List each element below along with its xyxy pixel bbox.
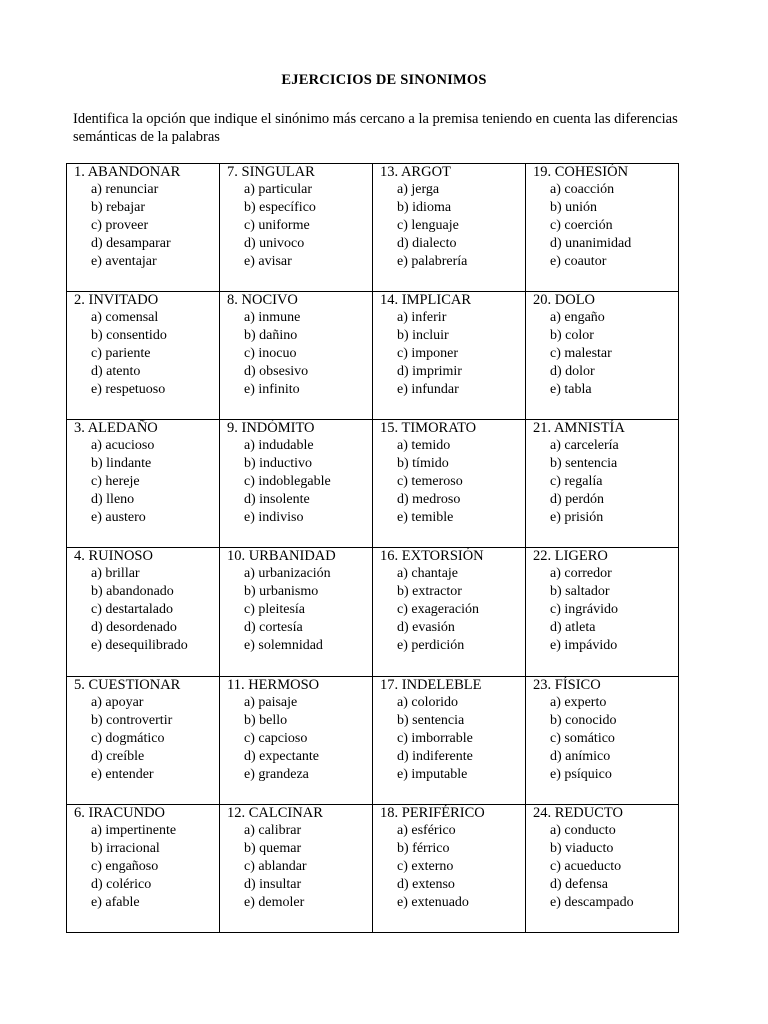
exercise-cell bbox=[220, 804, 373, 932]
answer-option: e) infundar bbox=[397, 382, 459, 398]
answer-option: d) obsesivo bbox=[244, 364, 309, 380]
answer-option: a) colorido bbox=[397, 694, 459, 710]
answer-option: a) particular bbox=[244, 182, 313, 197]
answer-option: d) evasión bbox=[397, 620, 455, 636]
exercise-word: 15. TIMORATO bbox=[380, 420, 477, 437]
answer-option: a) comensal bbox=[91, 310, 159, 326]
answer-option: b) dañino bbox=[244, 328, 298, 344]
exercise-cell bbox=[67, 676, 220, 804]
exercise-cell bbox=[526, 292, 679, 420]
answer-option: a) urbanización bbox=[244, 566, 331, 582]
exercise-cell bbox=[67, 164, 220, 292]
answer-option: d) desordenado bbox=[91, 620, 177, 636]
answer-option: a) calibrar bbox=[244, 822, 302, 838]
answer-option: c) externo bbox=[397, 858, 454, 874]
exercise-word: 6. IRACUNDO bbox=[74, 804, 166, 821]
answer-option: c) coerción bbox=[550, 218, 613, 233]
exercise-cell bbox=[220, 548, 373, 676]
answer-option: a) temido bbox=[397, 438, 451, 454]
answer-option: d) unanimidad bbox=[550, 236, 632, 251]
answer-option: c) destartalado bbox=[91, 602, 174, 618]
answer-option: c) ingrávido bbox=[550, 602, 619, 618]
answer-option: e) respetuoso bbox=[91, 382, 166, 398]
exercise-cell bbox=[67, 804, 220, 932]
answer-option: b) unión bbox=[550, 200, 598, 215]
answer-option: b) controvertir bbox=[91, 712, 173, 728]
answer-option: c) capcioso bbox=[244, 730, 308, 746]
answer-option: e) afable bbox=[91, 894, 140, 910]
answer-option: c) imponer bbox=[397, 346, 459, 362]
answer-option: e) temible bbox=[397, 510, 454, 526]
exercise-grid bbox=[66, 163, 679, 933]
answer-option: d) imprimir bbox=[397, 364, 462, 380]
answer-option: a) coacción bbox=[550, 182, 615, 197]
grid-row bbox=[67, 548, 679, 676]
exercise-word: 9. INDÓMITO bbox=[227, 420, 315, 437]
answer-option: c) imborrable bbox=[397, 730, 473, 746]
answer-option: a) esférico bbox=[397, 822, 456, 838]
answer-option: c) exageración bbox=[397, 602, 479, 618]
answer-option: c) engañoso bbox=[91, 858, 159, 874]
answer-option: c) hereje bbox=[91, 474, 140, 490]
answer-option: e) infinito bbox=[244, 382, 300, 398]
answer-option: e) impávido bbox=[550, 638, 618, 654]
exercise-cell bbox=[373, 804, 526, 932]
answer-option: b) saltador bbox=[550, 584, 610, 600]
answer-option: e) prisión bbox=[550, 510, 604, 526]
answer-option: c) uniforme bbox=[244, 218, 310, 233]
answer-option: e) coautor bbox=[550, 254, 607, 269]
answer-option: c) pleitesía bbox=[244, 602, 306, 618]
answer-option: b) rebajar bbox=[91, 200, 146, 215]
answer-option: d) perdón bbox=[550, 492, 605, 508]
answer-option: a) engaño bbox=[550, 310, 605, 326]
exercise-word: 2. INVITADO bbox=[74, 292, 159, 309]
exercise-cell bbox=[220, 676, 373, 804]
exercise-word: 17. INDELEBLE bbox=[380, 676, 482, 693]
answer-option: b) incluir bbox=[397, 328, 449, 344]
answer-option: c) regalía bbox=[550, 474, 603, 490]
answer-option: d) atento bbox=[91, 364, 141, 380]
exercise-word: 4. RUINOSO bbox=[74, 548, 153, 565]
exercise-cell bbox=[67, 548, 220, 676]
answer-option: d) insolente bbox=[244, 492, 310, 508]
answer-option: e) perdición bbox=[397, 638, 465, 654]
answer-option: a) carcelería bbox=[550, 438, 619, 454]
answer-option: a) renunciar bbox=[91, 182, 159, 197]
exercise-word: 19. COHESIÓN bbox=[533, 164, 629, 180]
exercise-cell bbox=[220, 420, 373, 548]
exercise-word: 8. NOCIVO bbox=[227, 292, 298, 309]
answer-option: e) demoler bbox=[244, 894, 305, 910]
answer-option: b) específico bbox=[244, 200, 316, 215]
answer-option: c) temeroso bbox=[397, 474, 463, 490]
exercise-word: 10. URBANIDAD bbox=[227, 548, 336, 565]
grid-row bbox=[67, 164, 679, 292]
exercise-cell bbox=[220, 164, 373, 292]
answer-option: e) aventajar bbox=[91, 254, 157, 269]
answer-option: c) inocuo bbox=[244, 346, 297, 362]
answer-option: d) expectante bbox=[244, 748, 320, 764]
answer-option: d) univoco bbox=[244, 236, 305, 251]
exercise-cell bbox=[373, 164, 526, 292]
answer-option: e) imputable bbox=[397, 766, 468, 782]
answer-option: d) anímico bbox=[550, 748, 611, 764]
grid-row bbox=[67, 676, 679, 804]
exercise-word: 1. ABANDONAR bbox=[74, 164, 181, 180]
answer-option: d) lleno bbox=[91, 492, 135, 508]
answer-option: c) pariente bbox=[91, 346, 151, 362]
answer-option: b) inductivo bbox=[244, 456, 313, 472]
exercise-word: 13. ARGOT bbox=[380, 164, 451, 180]
answer-option: d) cortesía bbox=[244, 620, 303, 636]
answer-option: b) tímido bbox=[397, 456, 449, 472]
answer-option: c) somático bbox=[550, 730, 615, 746]
grid-row bbox=[67, 804, 679, 932]
answer-option: a) apoyar bbox=[91, 694, 144, 710]
answer-option: e) indiviso bbox=[244, 510, 304, 526]
answer-option: b) sentencia bbox=[397, 712, 465, 728]
answer-option: e) extenuado bbox=[397, 894, 469, 910]
exercise-cell bbox=[526, 548, 679, 676]
answer-option: a) inmune bbox=[244, 310, 301, 326]
answer-option: e) avisar bbox=[244, 254, 292, 269]
exercise-cell bbox=[526, 164, 679, 292]
answer-option: a) impertinente bbox=[91, 822, 177, 838]
answer-option: d) creíble bbox=[91, 748, 145, 764]
answer-option: e) psíquico bbox=[550, 766, 612, 782]
exercise-cell bbox=[67, 292, 220, 420]
answer-option: a) inferir bbox=[397, 310, 447, 326]
answer-option: e) desequilibrado bbox=[91, 638, 188, 654]
exercise-cell bbox=[373, 292, 526, 420]
exercise-cell bbox=[220, 292, 373, 420]
answer-option: e) tabla bbox=[550, 382, 592, 398]
exercise-word: 11. HERMOSO bbox=[227, 676, 320, 693]
answer-option: a) corredor bbox=[550, 566, 612, 582]
answer-option: b) férrico bbox=[397, 840, 450, 856]
answer-option: b) bello bbox=[244, 712, 288, 728]
answer-option: e) palabrería bbox=[397, 254, 468, 269]
answer-option: b) idioma bbox=[397, 200, 452, 215]
exercise-cell bbox=[373, 676, 526, 804]
answer-option: b) lindante bbox=[91, 456, 152, 472]
answer-option: c) proveer bbox=[91, 218, 149, 233]
answer-option: b) conocido bbox=[550, 712, 617, 728]
answer-option: a) indudable bbox=[244, 438, 314, 454]
exercise-word: 14. IMPLICAR bbox=[380, 292, 472, 309]
answer-option: d) dolor bbox=[550, 364, 595, 380]
answer-option: a) jerga bbox=[397, 182, 440, 197]
exercise-cell bbox=[373, 420, 526, 548]
exercise-word: 3. ALEDAÑO bbox=[74, 420, 158, 437]
answer-option: d) desamparar bbox=[91, 236, 171, 251]
answer-option: b) color bbox=[550, 328, 594, 344]
grid-row bbox=[67, 420, 679, 548]
exercise-cell bbox=[526, 804, 679, 932]
exercise-cell bbox=[526, 676, 679, 804]
answer-option: b) urbanismo bbox=[244, 584, 319, 600]
answer-option: d) colérico bbox=[91, 876, 152, 892]
answer-option: d) dialecto bbox=[397, 236, 457, 251]
answer-option: b) abandonado bbox=[91, 584, 174, 600]
exercise-word: 16. EXTORSIÓN bbox=[380, 548, 484, 565]
instructions-text: Identifica la opción que indique el sinónimo más cercano a la premisa teniendo en cuenta las diferencias semánticas de la palabras bbox=[73, 111, 678, 145]
exercise-cell bbox=[67, 420, 220, 548]
page-title: EJERCICIOS DE SINONIMOS bbox=[281, 72, 487, 88]
answer-option: b) extractor bbox=[397, 584, 462, 600]
answer-option: a) experto bbox=[550, 694, 607, 710]
answer-option: e) entender bbox=[91, 766, 154, 782]
answer-option: d) insultar bbox=[244, 876, 302, 892]
exercise-word: 12. CALCINAR bbox=[227, 804, 323, 821]
answer-option: e) austero bbox=[91, 510, 146, 526]
exercise-word: 18. PERIFÉRICO bbox=[380, 804, 485, 821]
answer-option: e) descampado bbox=[550, 894, 634, 910]
answer-option: b) quemar bbox=[244, 840, 302, 856]
answer-option: b) viaducto bbox=[550, 840, 614, 856]
exercise-word: 22. LIGERO bbox=[533, 548, 608, 565]
answer-option: b) irracional bbox=[91, 840, 160, 856]
exercise-word: 21. AMNISTÍA bbox=[533, 420, 625, 437]
answer-option: d) extenso bbox=[397, 876, 455, 892]
exercise-cell bbox=[526, 420, 679, 548]
answer-option: e) grandeza bbox=[244, 766, 309, 782]
answer-option: d) medroso bbox=[397, 492, 461, 508]
answer-option: a) acucioso bbox=[91, 438, 155, 454]
answer-option: a) paisaje bbox=[244, 694, 298, 710]
exercise-word: 24. REDUCTO bbox=[533, 804, 623, 821]
answer-option: d) indiferente bbox=[397, 748, 473, 764]
answer-option: c) ablandar bbox=[244, 858, 307, 874]
grid-row bbox=[67, 292, 679, 420]
answer-option: c) acueducto bbox=[550, 858, 622, 874]
answer-option: c) dogmático bbox=[91, 730, 165, 746]
answer-option: a) conducto bbox=[550, 822, 616, 838]
answer-option: b) consentido bbox=[91, 328, 167, 344]
answer-option: d) atleta bbox=[550, 620, 596, 636]
exercise-word: 23. FÍSICO bbox=[533, 676, 601, 693]
exercise-word: 5. CUESTIONAR bbox=[74, 676, 181, 693]
exercise-word: 7. SINGULAR bbox=[227, 164, 315, 180]
answer-option: c) malestar bbox=[550, 346, 612, 362]
answer-option: d) defensa bbox=[550, 876, 608, 892]
exercise-word: 20. DOLO bbox=[533, 292, 596, 309]
answer-option: e) solemnidad bbox=[244, 638, 323, 654]
answer-option: b) sentencia bbox=[550, 456, 618, 472]
answer-option: c) indoblegable bbox=[244, 474, 331, 490]
answer-option: a) chantaje bbox=[397, 566, 459, 582]
answer-option: a) brillar bbox=[91, 566, 140, 582]
answer-option: c) lenguaje bbox=[397, 218, 459, 233]
exercise-cell bbox=[373, 548, 526, 676]
